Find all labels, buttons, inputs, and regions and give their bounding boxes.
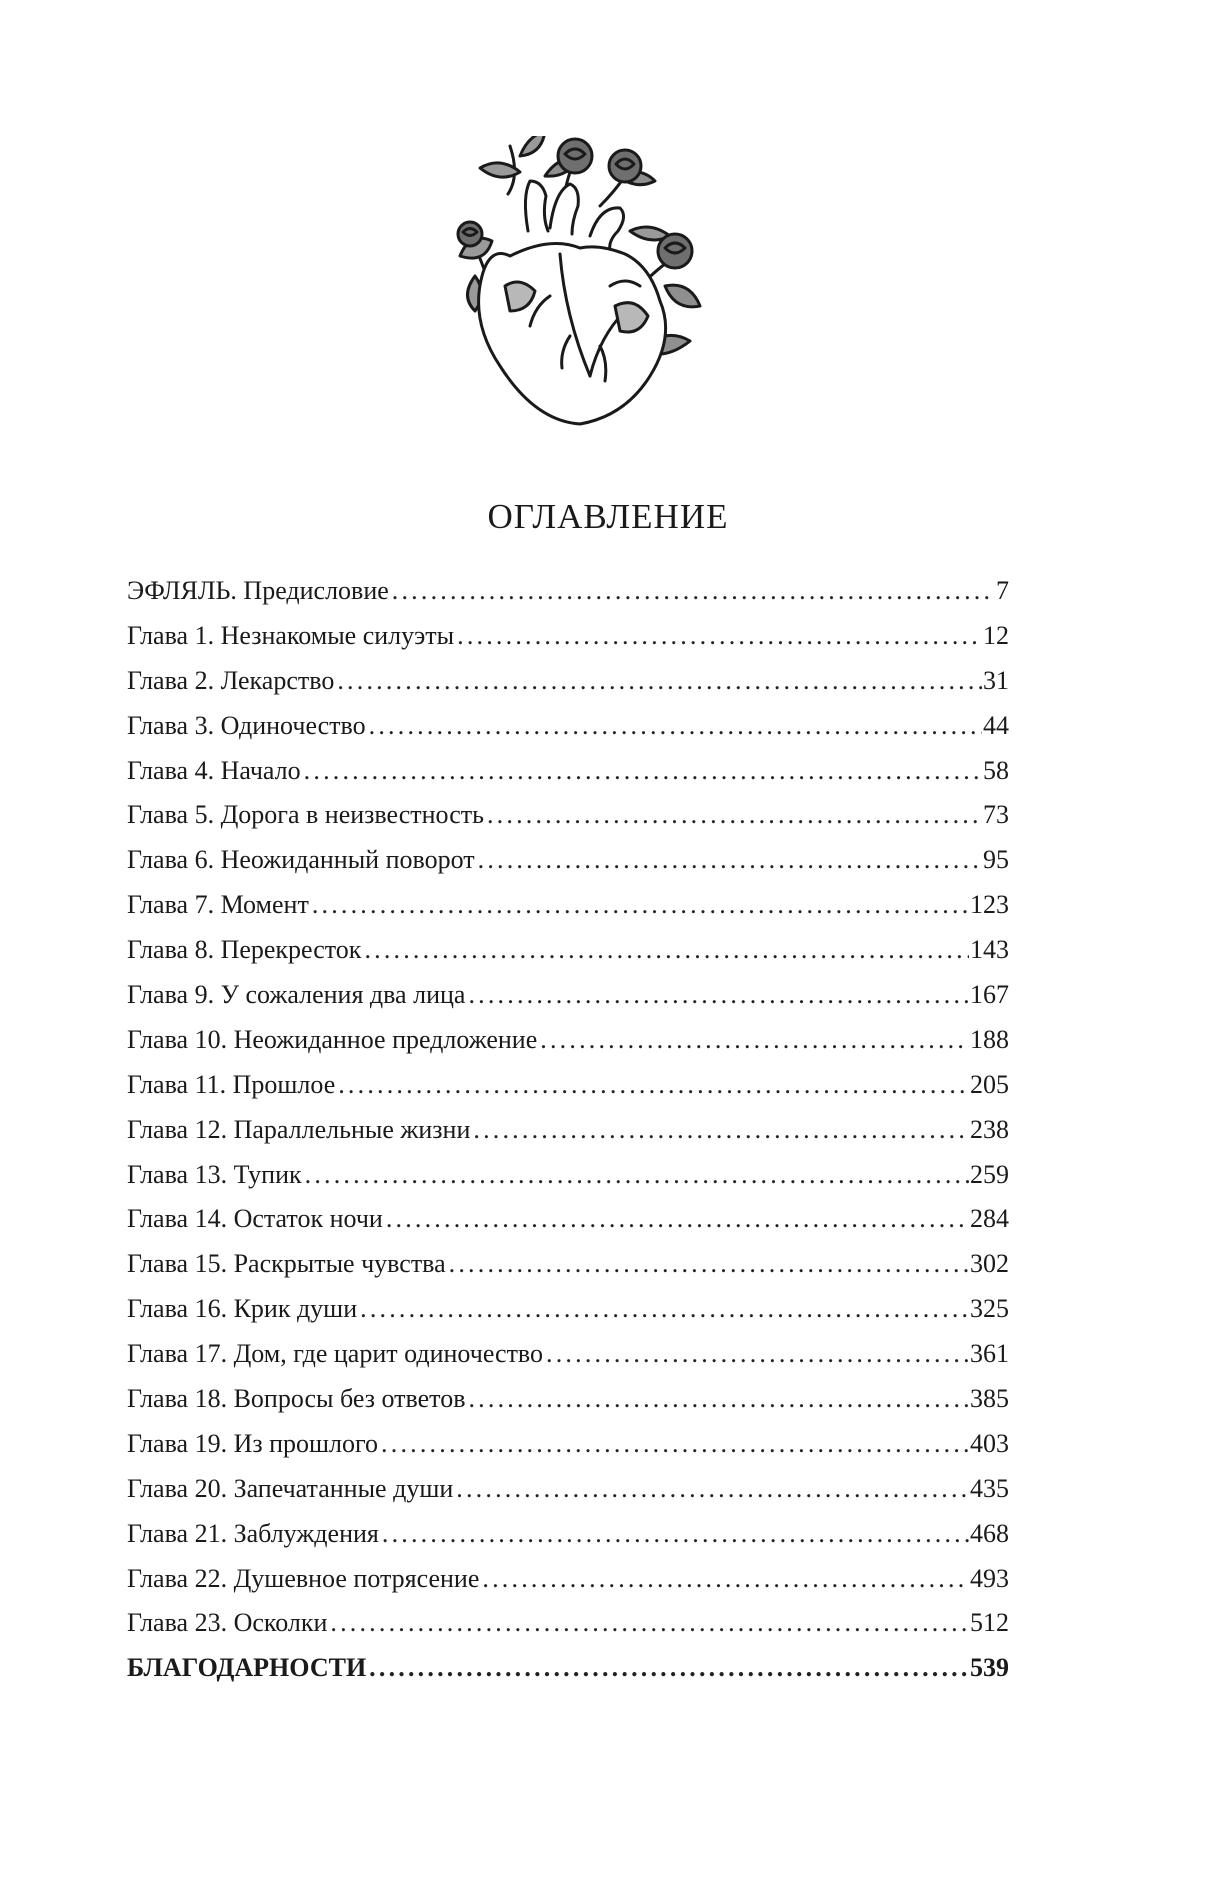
- toc-entry: [127, 1287, 1009, 1332]
- toc-entry-page: 238: [970, 1114, 1009, 1144]
- toc-entry: [127, 1108, 1009, 1153]
- dot-leader: [337, 659, 982, 704]
- toc-entry: [127, 569, 1009, 614]
- toc-entry-label: БЛАГОДАРНОСТИ: [127, 1653, 367, 1683]
- dot-leader: [546, 1332, 969, 1377]
- toc-entry: [127, 1557, 1009, 1602]
- toc-entry: [127, 838, 1009, 883]
- dot-leader: [482, 1557, 969, 1602]
- toc-entry-page: 143: [970, 935, 1009, 965]
- toc-entry: [127, 1332, 1009, 1377]
- toc-entry-page: 123: [970, 890, 1009, 920]
- toc-entry-label: Глава 18. Вопросы без ответов: [127, 1384, 466, 1414]
- dot-leader: [449, 1242, 969, 1287]
- dot-leader: [386, 1197, 969, 1242]
- toc-entry: [127, 1063, 1009, 1108]
- toc-entry-page: 385: [970, 1384, 1009, 1414]
- toc-entry-page: 31: [983, 665, 1009, 695]
- toc-entry: [127, 1422, 1009, 1467]
- toc-entry-page: 12: [983, 620, 1009, 650]
- toc-entry-label: Глава 1. Незнакомые силуэты: [127, 620, 455, 650]
- toc-entry-label: Глава 20. Запечатанные души: [127, 1473, 454, 1503]
- toc-entry-label: Глава 23. Осколки: [127, 1608, 328, 1638]
- toc-entry: [127, 1377, 1009, 1422]
- toc-entry: [127, 883, 1009, 928]
- toc-entry-label: Глава 7. Момент: [127, 890, 309, 920]
- dot-leader: [305, 1153, 969, 1198]
- toc-entry: [127, 793, 1009, 838]
- toc-entry-label: Глава 22. Душевное потрясение: [127, 1563, 480, 1593]
- dot-leader: [381, 1422, 969, 1467]
- toc-entry-page: 73: [983, 800, 1009, 830]
- toc-entry-page: 284: [970, 1204, 1009, 1234]
- toc-entry: [127, 1153, 1009, 1198]
- toc-entry-label: Глава 2. Лекарство: [127, 665, 335, 695]
- toc-entry-page: 539: [970, 1653, 1009, 1683]
- page-title: ОГЛАВЛЕНИЕ: [487, 497, 729, 536]
- toc-entry: [127, 1018, 1009, 1063]
- dot-leader: [487, 793, 982, 838]
- dot-leader: [473, 1108, 969, 1153]
- dot-leader: [457, 614, 982, 659]
- dot-leader: [382, 1512, 969, 1557]
- toc-entry: [127, 614, 1009, 659]
- toc-entry-page: 512: [970, 1608, 1009, 1638]
- toc-entry-label: Глава 19. Из прошлого: [127, 1428, 379, 1458]
- toc-entry-label: Глава 15. Раскрытые чувства: [127, 1249, 446, 1279]
- toc-entry-page: 403: [970, 1428, 1009, 1458]
- dot-leader: [369, 704, 982, 749]
- toc-entry-label: Глава 12. Параллельные жизни: [127, 1114, 471, 1144]
- toc-entry-page: 7: [996, 576, 1009, 605]
- dot-leader: [360, 1287, 969, 1332]
- toc-entry: [127, 749, 1009, 794]
- toc-entry-label: Глава 11. Прошлое: [127, 1069, 336, 1099]
- toc-entry-label: Глава 14. Остаток ночи: [127, 1204, 383, 1234]
- toc-entry-page: 95: [983, 845, 1009, 875]
- toc-entry: [127, 704, 1009, 749]
- toc-entry-page: 361: [970, 1339, 1009, 1369]
- toc-entry: [127, 1646, 1009, 1691]
- toc-entry: [127, 928, 1009, 973]
- toc-entry-page: 493: [970, 1563, 1009, 1593]
- dot-leader: [478, 838, 982, 883]
- toc-entry: [127, 973, 1009, 1018]
- toc-entry-page: 435: [970, 1473, 1009, 1503]
- anatomical-heart-with-roses-icon: [450, 136, 710, 436]
- dot-leader: [456, 1467, 969, 1512]
- toc-entry-page: 259: [970, 1159, 1009, 1189]
- toc-entry: [127, 1242, 1009, 1287]
- toc-entry-label: Глава 13. Тупик: [127, 1159, 302, 1189]
- toc-list: [127, 569, 1009, 1691]
- toc-entry: [127, 1512, 1009, 1557]
- toc-entry-page: 167: [970, 980, 1009, 1010]
- toc-entry: [127, 1601, 1009, 1646]
- toc-entry-label: Глава 17. Дом, где царит одиночество: [127, 1339, 544, 1369]
- dot-leader: [330, 1601, 969, 1646]
- toc-entry-label: Глава 4. Начало: [127, 755, 301, 785]
- toc-entry-label: Глава 3. Одиночество: [127, 710, 366, 740]
- toc-entry: [127, 659, 1009, 704]
- toc-entry-label: ЭФЛЯЛЬ. Предисловие: [127, 576, 389, 605]
- toc-entry-label: Глава 8. Перекресток: [127, 935, 362, 965]
- toc-entry-label: Глава 21. Заблуждения: [127, 1518, 379, 1548]
- toc-entry-label: Глава 5. Дорога в неизвестность: [127, 800, 484, 830]
- toc-entry-page: 468: [970, 1518, 1009, 1548]
- toc-entry-label: Глава 9. У сожаления два лица: [127, 980, 466, 1010]
- toc-entry-page: 302: [970, 1249, 1009, 1279]
- dot-leader: [468, 973, 969, 1018]
- toc-entry-page: 325: [970, 1294, 1009, 1324]
- toc-entry-page: 58: [983, 755, 1009, 785]
- dot-leader: [312, 883, 969, 928]
- dot-leader: [468, 1377, 969, 1422]
- toc-entry-page: 188: [970, 1024, 1009, 1054]
- toc-entry: [127, 1197, 1009, 1242]
- toc-entry-page: 44: [983, 710, 1009, 740]
- toc-entry-label: Глава 6. Неожиданный поворот: [127, 845, 475, 875]
- toc-entry-page: 205: [970, 1069, 1009, 1099]
- dot-leader: [392, 569, 995, 614]
- dot-leader: [364, 928, 969, 973]
- toc-entry-label: Глава 10. Неожиданное предложение: [127, 1024, 538, 1054]
- toc-entry-label: Глава 16. Крик души: [127, 1294, 358, 1324]
- dot-leader: [338, 1063, 969, 1108]
- dot-leader: [304, 749, 982, 794]
- dot-leader: [540, 1018, 969, 1063]
- dot-leader: [369, 1646, 969, 1691]
- toc-entry: [127, 1467, 1009, 1512]
